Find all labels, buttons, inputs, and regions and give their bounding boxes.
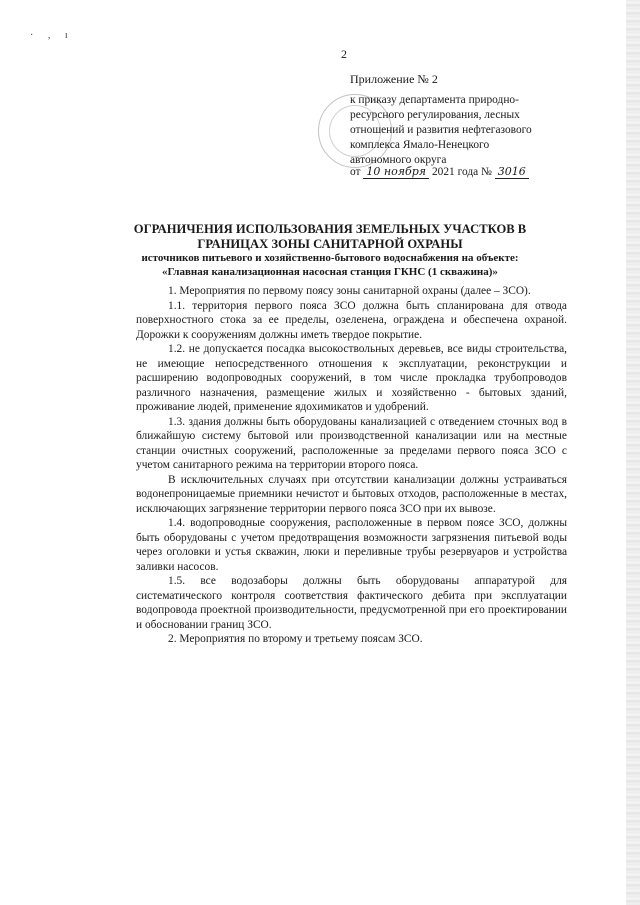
paragraph: 1.1. территория первого пояса ЗСО должна быть спланирована для отвода поверхностного стока за ее пределы, озеленена, ограждена и обеспечена охраной. Дорожки к сооружениям должны иметь твердое покрытие. <box>136 299 567 341</box>
annex-line: комплекса Ямало-Ненецкого <box>350 139 490 151</box>
annex-line: отношений и развития нефтегазового <box>350 124 532 136</box>
paragraph: 1.3. здания должны быть оборудованы канализацией с отведением сточных вод в ближайшую систему бытовой или производственной канализации или на местные станции очистных сооружений, расположенные за пределами первого пояса ЗСО с учетом санитарного режима на территории второго пояса. <box>136 415 567 471</box>
paragraph: 1.2. не допускается посадка высокоствольных деревьев, все виды строительства, не имеющие непосредственного отношения к эксплуатации, реконструкции и расширению водопроводных сооружений, в том числе прокладка трубопроводов различного назначения, размещение жилых и хозяйственно - бытовых зданий, проживание людей, применение ядохимикатов и удобрений. <box>136 343 567 413</box>
annex-line: к приказу департамента природно- <box>350 94 519 106</box>
annex-title: Приложение № 2 <box>350 72 438 86</box>
paragraph: 2. Мероприятия по второму и третьему поясам ЗСО. <box>168 633 423 645</box>
paragraph: 1.4. водопроводные сооружения, расположенные в первом поясе ЗСО, должны быть оборудованы с учетом предотвращения возможности загрязнения питьевой воды через оголовки и устья скважин, люки и переливные трубы резервуаров и устройства заливки насосов. <box>136 517 567 573</box>
document-body <box>136 284 567 647</box>
paragraph: В исключительных случаях при отсутствии канализации должны устраиваться водонепроницаемые приемники нечистот и бытовых отходов, расположенные в местах, исключающих загрязнение территории первого пояса ЗСО при их вывозе. <box>136 473 567 515</box>
heading-line-3: источников питьевого и хозяйственно-бытового водоснабжения на объекте: <box>141 252 519 264</box>
annex-line: автономного округа <box>350 154 447 166</box>
margin-marks: · , ı <box>30 30 74 41</box>
annex-reference <box>350 93 532 168</box>
heading-line-4: «Главная канализационная насосная станция ГКНС (1 скважина)» <box>162 266 498 278</box>
heading-line-1: ОГРАНИЧЕНИЯ ИСПОЛЬЗОВАНИЯ ЗЕМЕЛЬНЫХ УЧАСТКОВ В <box>133 222 527 236</box>
handwritten-number: 3016 <box>495 165 529 179</box>
heading-line-2: ГРАНИЦАХ ЗОНЫ САНИТАРНОЙ ОХРАНЫ <box>197 237 463 251</box>
handwritten-date: 10 ноября <box>363 165 429 179</box>
annex-line: ресурсного регулирования, лесных <box>350 109 520 121</box>
page-number: 2 <box>341 47 347 61</box>
paragraph: 1.5. все водозаборы должны быть оборудованы аппаратурой для систематического контроля соответствия фактического дебита при эксплуатации водопровода проектной производительности, предусмотренной при его проектировании и обосновании границ ЗСО. <box>136 575 567 631</box>
year-text: 2021 года № <box>431 166 492 178</box>
order-date-line <box>350 165 529 179</box>
paragraph: 1. Мероприятия по первому поясу зоны санитарной охраны (далее – ЗСО). <box>168 285 531 297</box>
date-prefix: от <box>350 166 361 178</box>
scan-edge <box>626 0 640 905</box>
